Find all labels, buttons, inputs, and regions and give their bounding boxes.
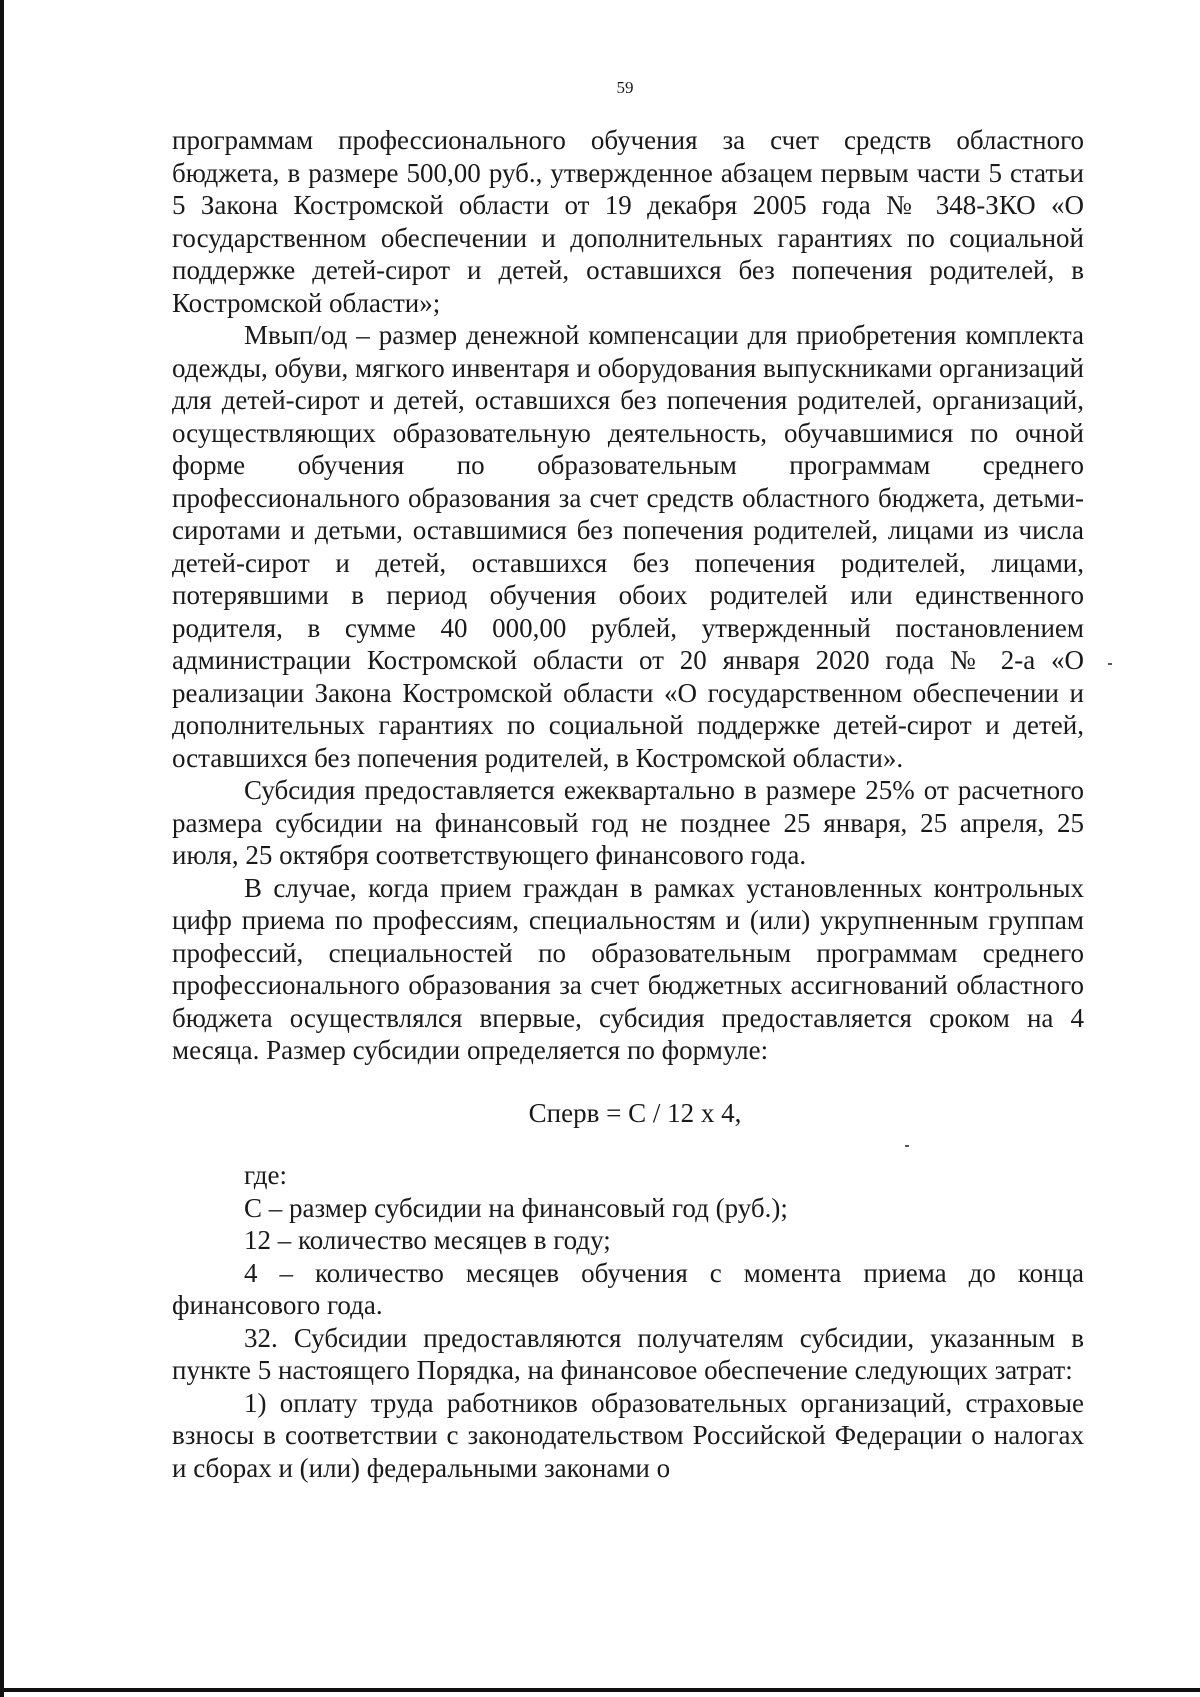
scan-border-left <box>0 0 4 1697</box>
paragraph-quarterly-subsidy: Субсидия предоставляется ежеквартально в размере 25% от расчетного размера субсидии на финансовый год не позднее 25 января, 25 апреля, 25 июля, 25 октября соответствующего финансового года. <box>172 775 1084 870</box>
definition-c: С – размер субсидии на финансовый год (руб.); <box>244 1192 788 1223</box>
page-number: 59 <box>616 78 634 97</box>
definition-twelve: 12 – количество месяцев в году; <box>244 1225 611 1255</box>
document-body <box>172 124 1084 1484</box>
where-label: где: <box>244 1160 287 1190</box>
paragraph-32: 32. Субсидии предоставляются получателям субсидии, указанным в пункте 5 настоящего Порядка, на финансовое обеспечение следующих затрат: <box>172 1322 1084 1385</box>
paragraph-continuation: программам профессионального обучения за счет средств областного бюджета, в размере 500,00 руб., утвержденное абзацем первым части 5 статьи 5 Закона Костромской области от 19 декабря 2005 года № 348-ЗКО «О государственном обеспечении и дополнительных гарантиях по социальной поддержке детей-сирот и детей, оставшихся без попечения родителей, в Костромской области»; <box>172 125 1084 318</box>
formula: Сперв = С / 12 х 4, <box>528 1097 742 1128</box>
definition-four: 4 – количество месяцев обучения с момента приема до конца финансового года. <box>172 1257 1084 1320</box>
paragraph-mvyp-definition: Мвып/од – размер денежной компенсации для приобретения комплекта одежды, обуви, мягкого инвентаря и оборудования выпускниками организаций для детей-сирот и детей, оставшихся без попечения родителей, организаций, осуществляющих образовательную деятельность, обучавшимися по очной форме обучения по образовательным программам среднего профессионального образования за счет средств областного бюджета, детьми-сиротами и детьми, оставшимися без попечения родителей, лицами из числа детей-сирот и детей, оставшихся без попечения родителей, лицами, потерявшими в период обучения обоих родителей или единственного родителя, в сумме 40 000,00 рублей, утвержденный постановлением администрации Костромской области от 20 января 2020 года № 2-а «О реализации Закона Костромской области «О государственном обеспечении и дополнительных гарантиях по социальной поддержке детей-сирот и детей, оставшихся без попечения родителей, в Костромской области». <box>172 320 1084 773</box>
list-item-1: 1) оплату труда работников образовательных организаций, страховые взносы в соответствии с законодательством Российской Федерации о налогах и сборах и (или) федеральными законами о <box>172 1387 1084 1483</box>
scan-border-bottom <box>0 1688 1200 1692</box>
paragraph-first-admission: В случае, когда прием граждан в рамках установленных контрольных цифр приема по профессиям, специальностям и (или) укрупненным группам профессий, специальностей по образовательным программам среднего профессионального образования за счет бюджетных ассигнований областного бюджета осуществлялся впервые, субсидия предоставляется сроком на 4 месяца. Размер субсидии определяется по формуле: <box>172 872 1084 1065</box>
scan-speck <box>1108 663 1112 665</box>
